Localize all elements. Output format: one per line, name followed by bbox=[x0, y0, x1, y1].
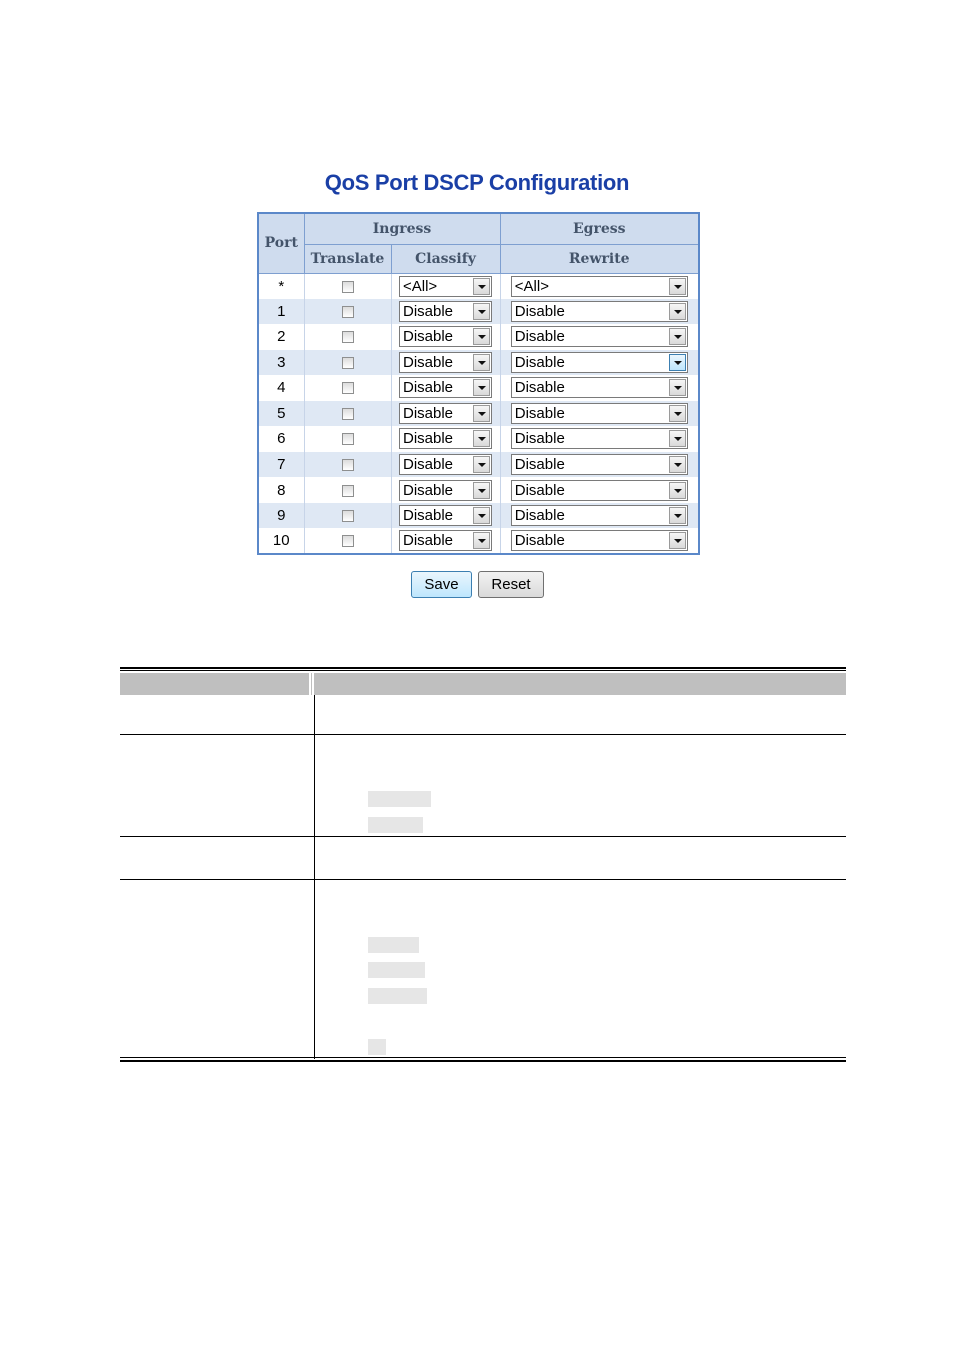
classify-select[interactable] bbox=[399, 454, 492, 475]
rewrite-cell bbox=[500, 299, 699, 325]
chevron-down-icon[interactable] bbox=[473, 430, 490, 447]
desc-option-block bbox=[368, 791, 431, 807]
rewrite-select[interactable] bbox=[511, 480, 688, 501]
rewrite-cell bbox=[500, 375, 699, 401]
desc-column-divider bbox=[314, 695, 315, 1059]
chevron-down-icon[interactable] bbox=[473, 303, 490, 320]
table-row bbox=[258, 503, 699, 529]
egress-header: Egress bbox=[500, 213, 699, 244]
classify-value: Disable bbox=[403, 532, 454, 550]
desc-row-rule bbox=[120, 879, 846, 880]
rewrite-cell bbox=[500, 426, 699, 452]
port-cell: 4 bbox=[258, 375, 304, 401]
chevron-down-icon[interactable] bbox=[669, 354, 686, 371]
classify-value: Disable bbox=[403, 455, 454, 473]
rewrite-select[interactable] bbox=[511, 428, 688, 449]
classify-select[interactable] bbox=[399, 352, 492, 373]
classify-cell bbox=[391, 350, 500, 376]
translate-cell bbox=[304, 350, 391, 376]
classify-value: Disable bbox=[403, 507, 454, 525]
chevron-down-icon[interactable] bbox=[473, 354, 490, 371]
rewrite-select[interactable] bbox=[511, 276, 688, 297]
chevron-down-icon[interactable] bbox=[473, 405, 490, 422]
port-header: Port bbox=[258, 213, 304, 273]
table-row bbox=[258, 273, 699, 299]
desc-bottom-rule-outer bbox=[120, 1060, 846, 1062]
translate-checkbox[interactable] bbox=[342, 357, 354, 369]
chevron-down-icon[interactable] bbox=[669, 456, 686, 473]
chevron-down-icon[interactable] bbox=[669, 379, 686, 396]
classify-cell bbox=[391, 273, 500, 299]
translate-cell bbox=[304, 324, 391, 350]
rewrite-cell bbox=[500, 350, 699, 376]
classify-value: Disable bbox=[403, 328, 454, 346]
classify-select[interactable] bbox=[399, 301, 492, 322]
chevron-down-icon[interactable] bbox=[669, 430, 686, 447]
chevron-down-icon[interactable] bbox=[473, 278, 490, 295]
rewrite-value: Disable bbox=[514, 532, 565, 550]
table-row bbox=[258, 324, 699, 350]
rewrite-value: Disable bbox=[514, 481, 565, 499]
port-cell: 3 bbox=[258, 350, 304, 376]
page-title: QoS Port DSCP Configuration bbox=[324, 170, 630, 195]
translate-cell bbox=[304, 375, 391, 401]
chevron-down-icon[interactable] bbox=[473, 328, 490, 345]
translate-checkbox[interactable] bbox=[342, 408, 354, 420]
translate-checkbox[interactable] bbox=[342, 382, 354, 394]
rewrite-cell bbox=[500, 401, 699, 427]
port-cell: 8 bbox=[258, 477, 304, 503]
translate-checkbox[interactable] bbox=[342, 306, 354, 318]
rewrite-value: Disable bbox=[514, 430, 565, 448]
chevron-down-icon[interactable] bbox=[473, 456, 490, 473]
desc-row-rule bbox=[120, 836, 846, 837]
rewrite-select[interactable] bbox=[511, 301, 688, 322]
desc-option-block bbox=[368, 937, 419, 953]
rewrite-select[interactable] bbox=[511, 377, 688, 398]
desc-header-row bbox=[120, 673, 846, 695]
table-row bbox=[258, 477, 699, 503]
table-row bbox=[258, 426, 699, 452]
rewrite-value: Disable bbox=[514, 353, 565, 371]
classify-select[interactable] bbox=[399, 505, 492, 526]
port-cell: 1 bbox=[258, 299, 304, 325]
desc-top-rule bbox=[120, 667, 846, 669]
rewrite-value: <All> bbox=[514, 277, 549, 295]
classify-value: <All> bbox=[403, 277, 438, 295]
rewrite-select[interactable] bbox=[511, 505, 688, 526]
translate-checkbox[interactable] bbox=[342, 510, 354, 522]
classify-select[interactable] bbox=[399, 530, 492, 551]
classify-value: Disable bbox=[403, 379, 454, 397]
classify-value: Disable bbox=[403, 481, 454, 499]
rewrite-select[interactable] bbox=[511, 403, 688, 424]
translate-checkbox[interactable] bbox=[342, 433, 354, 445]
classify-cell bbox=[391, 477, 500, 503]
desc-option-block bbox=[368, 1039, 386, 1055]
chevron-down-icon[interactable] bbox=[473, 507, 490, 524]
rewrite-cell bbox=[500, 528, 699, 554]
classify-select[interactable] bbox=[399, 276, 492, 297]
rewrite-select[interactable] bbox=[511, 530, 688, 551]
table-row bbox=[258, 528, 699, 554]
chevron-down-icon[interactable] bbox=[473, 379, 490, 396]
rewrite-value: Disable bbox=[514, 455, 565, 473]
classify-select[interactable] bbox=[399, 480, 492, 501]
translate-cell bbox=[304, 503, 391, 529]
rewrite-value: Disable bbox=[514, 379, 565, 397]
translate-cell bbox=[304, 273, 391, 299]
translate-cell bbox=[304, 452, 391, 478]
classify-cell bbox=[391, 503, 500, 529]
rewrite-cell bbox=[500, 273, 699, 299]
classify-select[interactable] bbox=[399, 377, 492, 398]
save-button[interactable]: Save bbox=[411, 571, 472, 598]
translate-checkbox[interactable] bbox=[342, 331, 354, 343]
classify-value: Disable bbox=[403, 430, 454, 448]
chevron-down-icon[interactable] bbox=[669, 482, 686, 499]
chevron-down-icon[interactable] bbox=[669, 328, 686, 345]
dscp-config-table bbox=[257, 212, 700, 555]
classify-cell bbox=[391, 375, 500, 401]
chevron-down-icon[interactable] bbox=[669, 278, 686, 295]
chevron-down-icon[interactable] bbox=[669, 532, 686, 549]
translate-cell bbox=[304, 299, 391, 325]
classify-select[interactable] bbox=[399, 326, 492, 347]
rewrite-select[interactable] bbox=[511, 326, 688, 347]
port-cell: * bbox=[258, 273, 304, 299]
translate-cell bbox=[304, 401, 391, 427]
chevron-down-icon[interactable] bbox=[473, 482, 490, 499]
classify-cell bbox=[391, 528, 500, 554]
table-row bbox=[258, 401, 699, 427]
translate-cell bbox=[304, 477, 391, 503]
desc-row-rule bbox=[120, 734, 846, 735]
classify-cell bbox=[391, 452, 500, 478]
translate-checkbox[interactable] bbox=[342, 485, 354, 497]
chevron-down-icon[interactable] bbox=[669, 303, 686, 320]
chevron-down-icon[interactable] bbox=[473, 532, 490, 549]
rewrite-value: Disable bbox=[514, 328, 565, 346]
ingress-header: Ingress bbox=[304, 213, 500, 244]
rewrite-value: Disable bbox=[514, 507, 565, 525]
desc-option-block bbox=[368, 988, 427, 1004]
classify-cell bbox=[391, 299, 500, 325]
port-cell: 2 bbox=[258, 324, 304, 350]
translate-checkbox[interactable] bbox=[342, 281, 354, 293]
classify-header: Classify bbox=[391, 244, 500, 273]
port-cell: 9 bbox=[258, 503, 304, 529]
rewrite-select[interactable] bbox=[511, 454, 688, 475]
translate-header: Translate bbox=[304, 244, 391, 273]
classify-cell bbox=[391, 401, 500, 427]
rewrite-cell bbox=[500, 452, 699, 478]
table-row bbox=[258, 299, 699, 325]
table-row bbox=[258, 350, 699, 376]
port-cell: 6 bbox=[258, 426, 304, 452]
table-row bbox=[258, 375, 699, 401]
rewrite-cell bbox=[500, 324, 699, 350]
classify-value: Disable bbox=[403, 302, 454, 320]
rewrite-value: Disable bbox=[514, 302, 565, 320]
port-cell: 10 bbox=[258, 528, 304, 554]
classify-value: Disable bbox=[403, 404, 454, 422]
desc-option-block bbox=[368, 817, 423, 833]
classify-cell bbox=[391, 426, 500, 452]
desc-top-rule-inner bbox=[120, 670, 846, 671]
translate-checkbox[interactable] bbox=[342, 459, 354, 471]
port-cell: 5 bbox=[258, 401, 304, 427]
reset-button[interactable]: Reset bbox=[478, 571, 544, 598]
rewrite-value: Disable bbox=[514, 404, 565, 422]
translate-checkbox[interactable] bbox=[342, 535, 354, 547]
rewrite-cell bbox=[500, 503, 699, 529]
translate-cell bbox=[304, 426, 391, 452]
chevron-down-icon[interactable] bbox=[669, 405, 686, 422]
table-row bbox=[258, 452, 699, 478]
classify-select[interactable] bbox=[399, 428, 492, 449]
classify-select[interactable] bbox=[399, 403, 492, 424]
port-cell: 7 bbox=[258, 452, 304, 478]
classify-cell bbox=[391, 324, 500, 350]
desc-option-block bbox=[368, 962, 425, 978]
rewrite-select[interactable] bbox=[511, 352, 688, 373]
translate-cell bbox=[304, 528, 391, 554]
desc-bottom-rule bbox=[120, 1057, 846, 1058]
rewrite-header: Rewrite bbox=[500, 244, 699, 273]
rewrite-cell bbox=[500, 477, 699, 503]
chevron-down-icon[interactable] bbox=[669, 507, 686, 524]
classify-value: Disable bbox=[403, 353, 454, 371]
